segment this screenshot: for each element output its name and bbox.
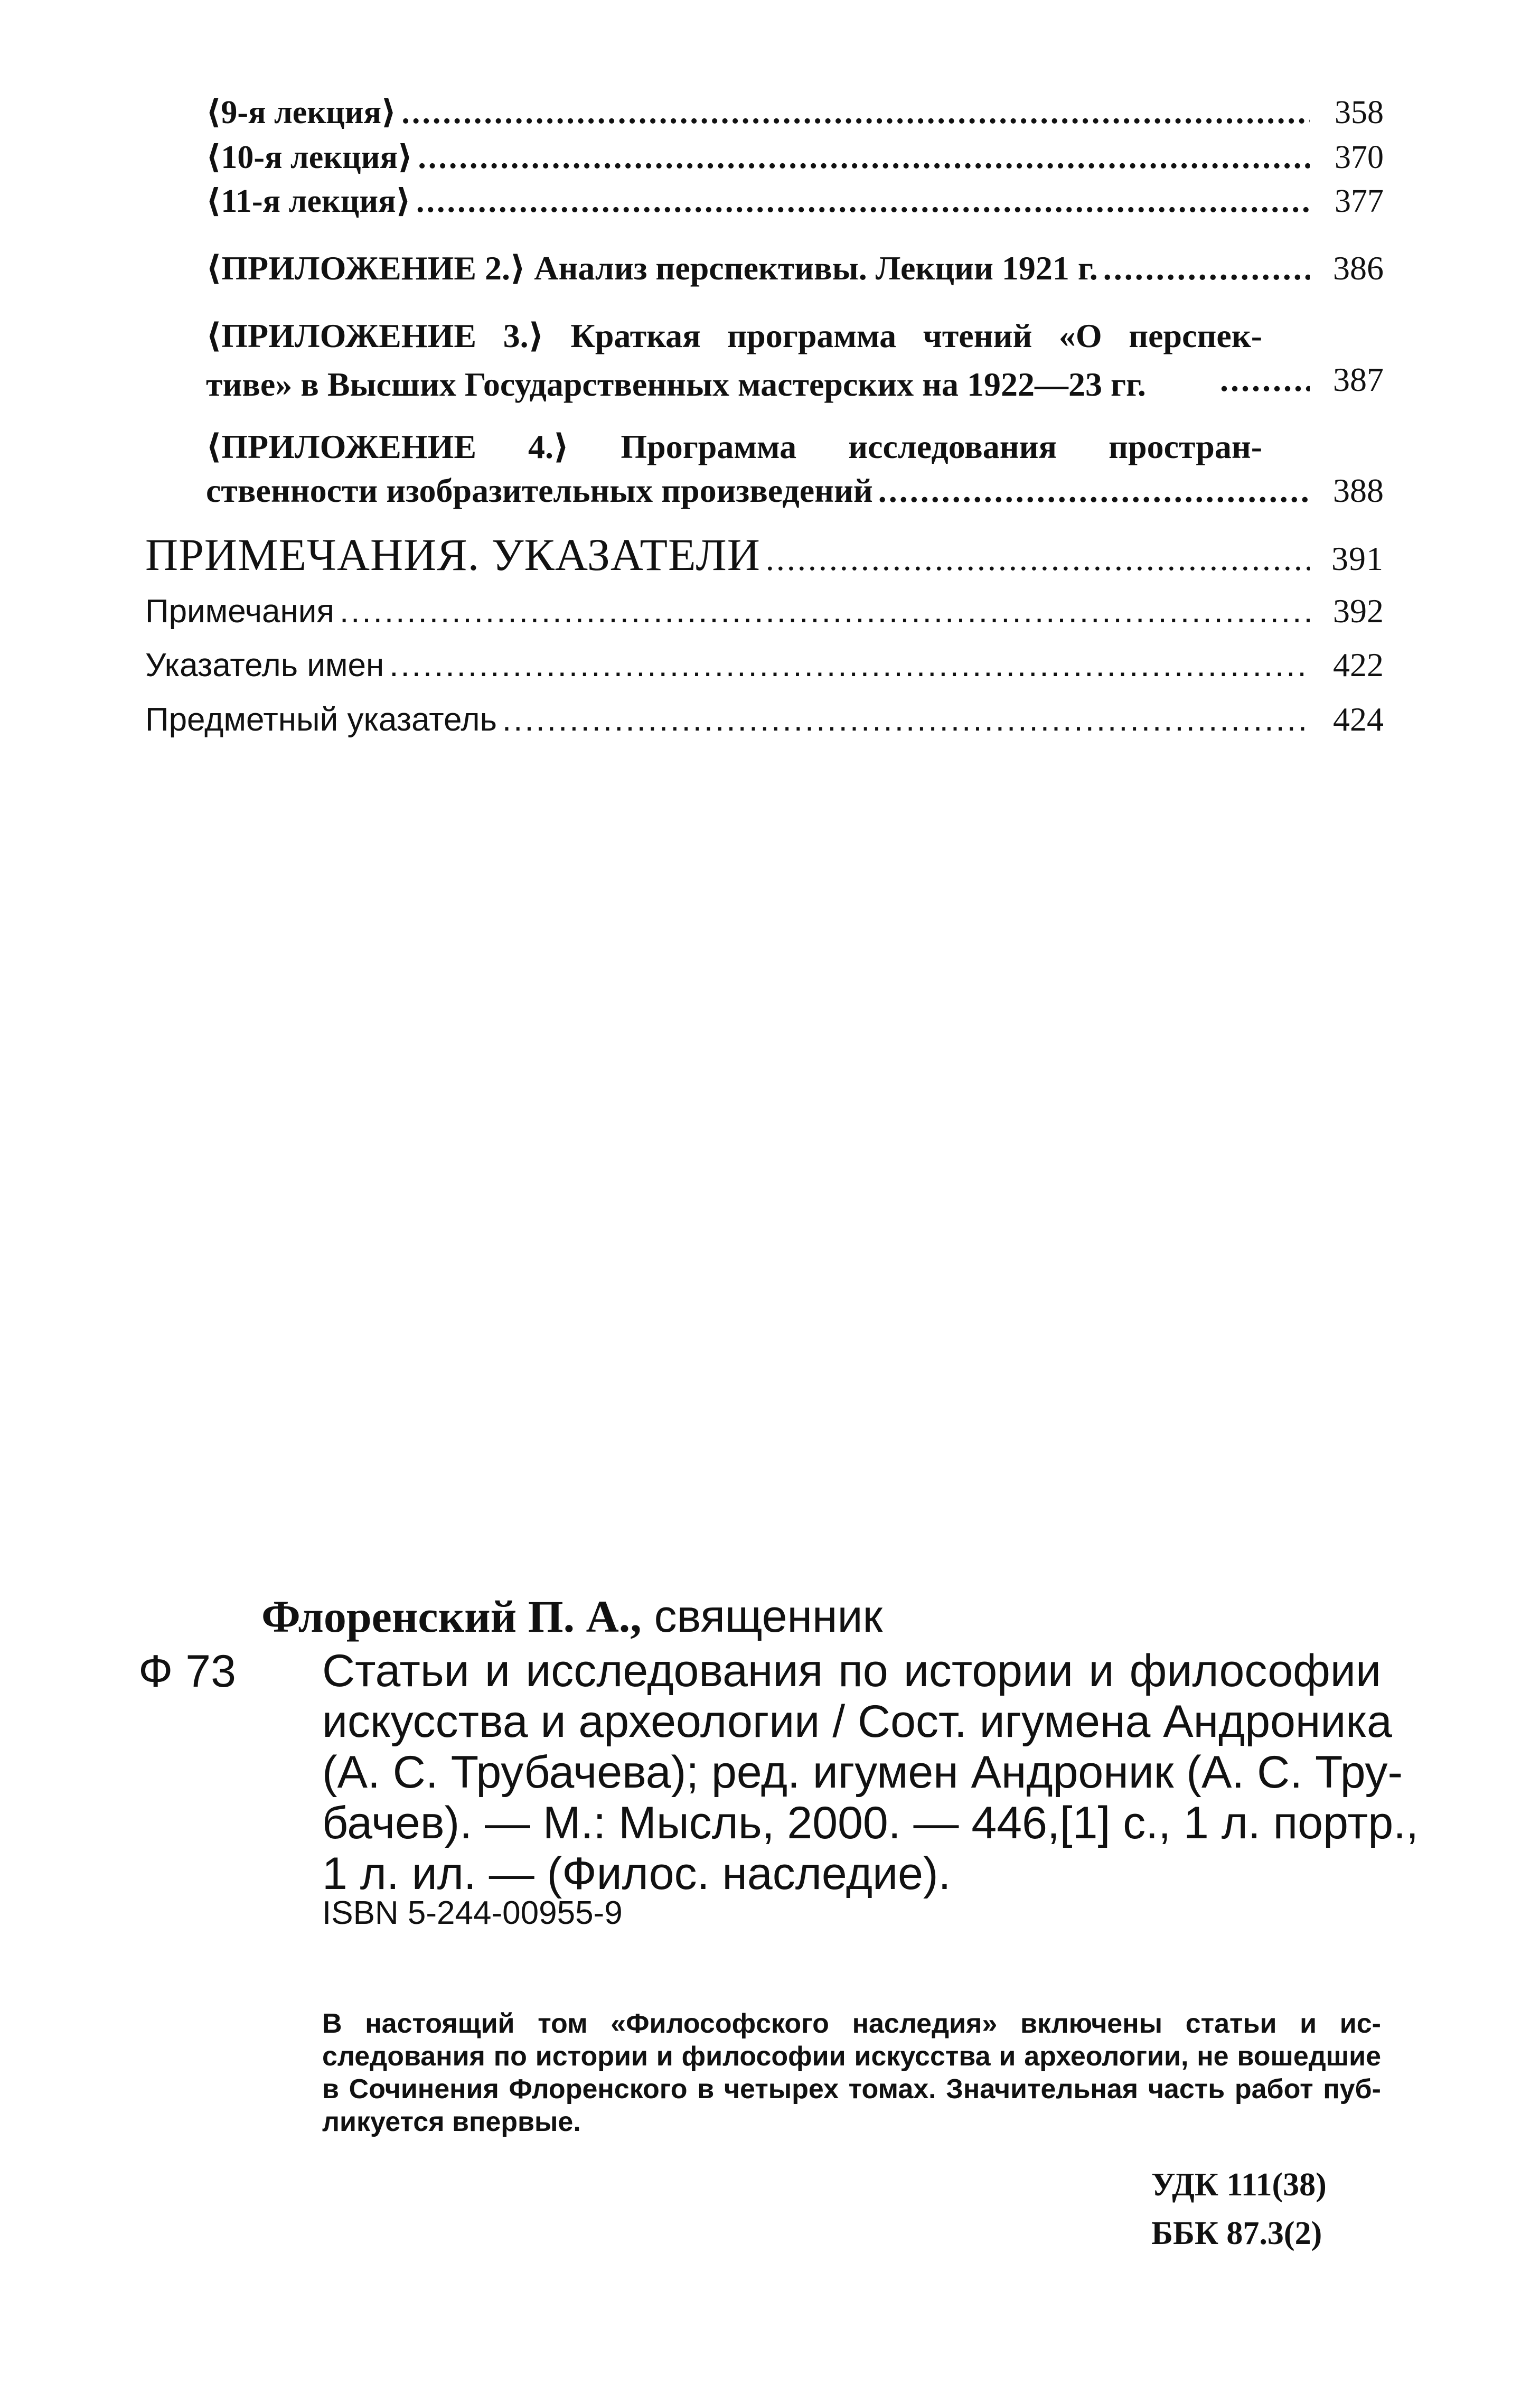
toc-entry-page: 422 <box>1333 646 1384 684</box>
leader-dots <box>766 539 1310 578</box>
bib-description <box>322 1645 1419 1899</box>
toc-entry-label: ⟨10-я лекция⟩ <box>206 139 413 175</box>
toc-entry-label: ⟨11-я лекция⟩ <box>206 183 411 219</box>
leader-dots <box>878 471 1310 510</box>
leader-dots <box>502 701 1310 738</box>
bib-description-line: искусства и археологии / Сост. игумена Андроника <box>322 1696 1392 1747</box>
toc-entry[interactable] <box>206 181 1384 220</box>
toc-entry[interactable] <box>145 646 1384 685</box>
toc-entry-appendix-4[interactable] <box>206 423 1262 471</box>
toc-entry[interactable] <box>206 92 1384 132</box>
toc-entry[interactable] <box>206 137 1384 176</box>
leader-dots <box>418 139 1310 176</box>
bib-author-name: Флоренский П. А., <box>261 1591 642 1642</box>
leader-dots <box>401 94 1310 132</box>
toc-entry-appendix-3[interactable] <box>206 312 1262 409</box>
bib-description-line: Статьи и исследования по истории и философии <box>322 1645 1381 1696</box>
toc-entry-label-line: ⟨ПРИЛОЖЕНИЕ 4.⟩ Программа исследования простран- <box>206 428 1262 465</box>
toc-entry-label: ПРИМЕЧАНИЯ. УКАЗАТЕЛИ <box>145 529 760 580</box>
toc-entry[interactable] <box>145 700 1384 739</box>
toc-entry-page: 370 <box>1335 139 1384 175</box>
bib-author <box>261 1590 882 1643</box>
bib-description-line: (А. С. Трубачева); ред. игумен Андроник (А. С. Тру- <box>322 1747 1403 1798</box>
toc-entry-appendix-4-line2[interactable] <box>206 471 1384 510</box>
bib-author-title: священник <box>641 1591 883 1642</box>
toc-entry-label-line: ⟨ПРИЛОЖЕНИЕ 3.⟩ Краткая программа чтений «О перспек- <box>206 317 1262 354</box>
toc-entry-label: Указатель имен <box>145 647 384 684</box>
toc-entry-leader <box>1215 360 1384 399</box>
annotation-line: ликуется впервые. <box>322 2107 581 2137</box>
udk-code: УДК 111(38) <box>1151 2167 1327 2203</box>
toc-entry-page: 377 <box>1335 183 1384 219</box>
toc-entry-page: 391 <box>1331 540 1384 577</box>
bbk-code: ББК 87.3(2) <box>1151 2215 1322 2251</box>
toc-entry-label-line: тиве» в Высших Государственных мастерских на 1922—23 гг. <box>206 366 1146 403</box>
leader-dots <box>1103 249 1310 288</box>
toc-entry-label: Предметный указатель <box>145 702 497 738</box>
toc-entry[interactable] <box>145 592 1384 631</box>
toc-entry-page: 424 <box>1333 700 1384 738</box>
toc-entry-appendix-2[interactable] <box>206 248 1384 288</box>
annotation-line: В настоящий том «Философского наследия» включены статьи и ис- <box>322 2008 1381 2039</box>
toc-section-heading[interactable] <box>145 528 1384 581</box>
leader-dots <box>416 183 1310 220</box>
leader-dots <box>340 593 1310 630</box>
classification-indices <box>1151 2161 1327 2258</box>
leader-dots <box>1220 360 1310 399</box>
annotation-line: следования по истории и философии искусства и археологии, не вошедшие <box>322 2041 1381 2072</box>
toc-entry-label-line: ственности изобразительных произведений <box>206 472 873 509</box>
isbn: ISBN 5-244-00955-9 <box>322 1895 623 1931</box>
toc-entry-page: 392 <box>1333 592 1384 630</box>
bib-description-line: бачев). — М.: Мысль, 2000. — 446,[1] с., 1 л. портр., <box>322 1798 1419 1848</box>
toc-entry-label: ⟨ПРИЛОЖЕНИЕ 2.⟩ Анализ перспективы. Лекции 1921 г. <box>206 249 1098 287</box>
toc-entry-page: 387 <box>1333 361 1384 398</box>
toc-entry-label: Примечания <box>145 593 334 630</box>
annotation-line: в Сочинения Флоренского в четырех томах. Значительная часть работ пуб- <box>322 2074 1381 2105</box>
toc-entry-page: 358 <box>1335 95 1384 130</box>
bib-description-line: 1 л. ил. — (Филос. наследие). <box>322 1848 951 1899</box>
toc-entry-label: ⟨9-я лекция⟩ <box>206 95 397 130</box>
leader-dots <box>389 647 1310 684</box>
annotation <box>322 2007 1381 2138</box>
toc-entry-page: 388 <box>1333 472 1384 509</box>
bib-classification-code: Ф 73 <box>138 1646 236 1697</box>
toc-entry-page: 386 <box>1333 249 1384 287</box>
